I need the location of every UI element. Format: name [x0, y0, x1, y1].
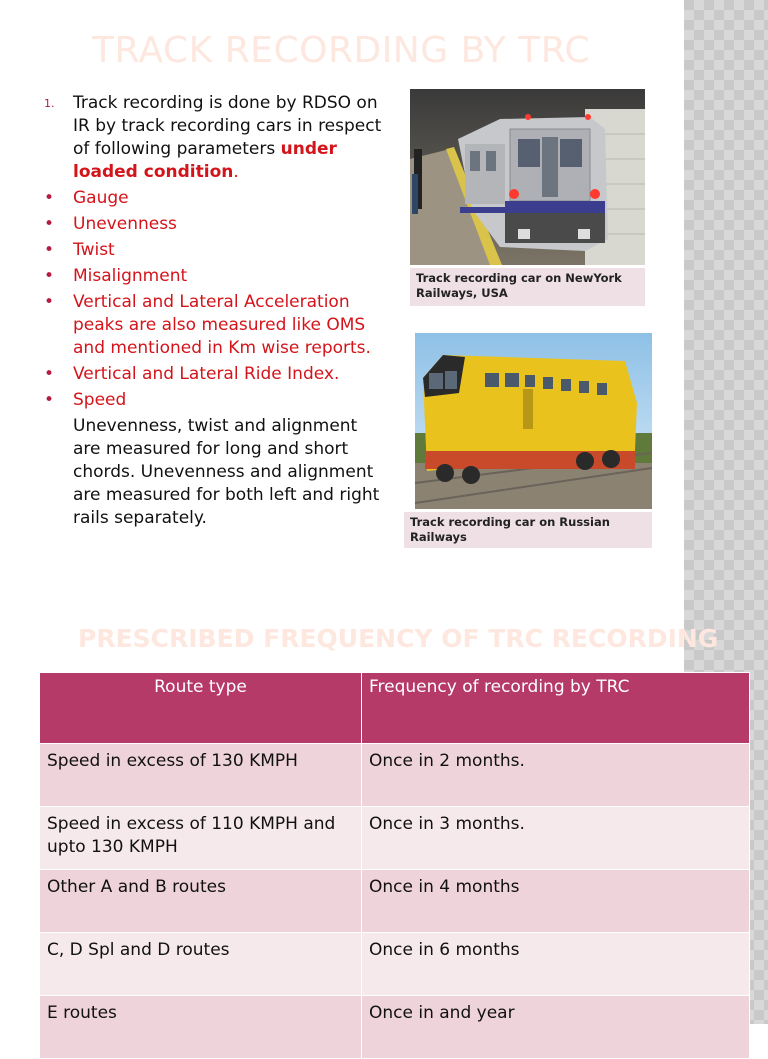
table-row: [40, 870, 750, 933]
cell-frequency: Once in 2 months.: [362, 744, 750, 807]
bullet-item: [40, 265, 390, 288]
bullet-text: Speed: [73, 390, 127, 410]
photo-newyork-car: [410, 89, 645, 265]
bullet-text: Vertical and Lateral Acceleration peaks are also measured like OMS and mentioned in Km wise reports.: [73, 292, 371, 358]
header-frequency: Frequency of recording by TRC: [362, 673, 750, 744]
bullet-text: Gauge: [73, 188, 129, 208]
subway-train-icon: [410, 89, 645, 265]
cell-frequency: Once in 3 months.: [362, 807, 750, 870]
bullet-item: [40, 363, 390, 386]
intro-text: Track recording is done by RDSO on IR by track recording cars in respect of following parameters: [73, 93, 382, 159]
photo-russian-car: [415, 333, 652, 509]
intro-emphasis: under loaded condition: [73, 139, 337, 182]
numbered-item: [40, 92, 390, 184]
table-row: [40, 807, 750, 870]
bullet-icon: •: [44, 364, 55, 384]
content-list: [40, 92, 390, 530]
bullet-icon: •: [44, 240, 55, 260]
bullet-item: [40, 213, 390, 236]
frequency-table: [39, 672, 750, 1059]
bullet-item: [40, 239, 390, 262]
bullet-text: Vertical and Lateral Ride Index.: [73, 364, 340, 384]
bullet-icon: •: [44, 292, 55, 312]
table-row: [40, 996, 750, 1059]
cell-frequency: Once in 4 months: [362, 870, 750, 933]
cell-route: Speed in excess of 110 KMPH and upto 130 KMPH: [40, 807, 362, 870]
bullet-icon: •: [44, 188, 55, 208]
cell-frequency: Once in and year: [362, 996, 750, 1059]
table-row: [40, 744, 750, 807]
bullet-item: [40, 389, 390, 412]
photo-caption-newyork: Track recording car on NewYork Railways, USA: [410, 268, 645, 306]
bullet-icon: •: [44, 266, 55, 286]
table-row: [40, 933, 750, 996]
cell-route: Other A and B routes: [40, 870, 362, 933]
list-number: 1.: [44, 97, 55, 110]
cell-route: Speed in excess of 130 KMPH: [40, 744, 362, 807]
bullet-icon: •: [44, 390, 55, 410]
table-header-row: [40, 673, 750, 744]
bullet-text: Misalignment: [73, 266, 188, 286]
intro-end: .: [233, 162, 239, 182]
section-title: PRESCRIBED FREQUENCY OF TRC RECORDING: [78, 624, 719, 653]
cell-route: C, D Spl and D routes: [40, 933, 362, 996]
photo-caption-russian: Track recording car on Russian Railways: [404, 512, 652, 548]
slide-title: TRACK RECORDING BY TRC: [92, 30, 591, 71]
header-route-type: Route type: [40, 673, 362, 744]
cell-route: E routes: [40, 996, 362, 1059]
bullet-item: [40, 291, 390, 360]
bullet-icon: •: [44, 214, 55, 234]
cell-frequency: Once in 6 months: [362, 933, 750, 996]
description-paragraph: Unevenness, twist and alignment are measured for long and short chords. Unevenness and alignment are measured for both left and right rails separately.: [73, 416, 380, 528]
bullet-item: [40, 187, 390, 210]
bullet-text: Twist: [73, 240, 115, 260]
locomotive-icon: [415, 333, 652, 509]
bullet-text: Unevenness: [73, 214, 177, 234]
